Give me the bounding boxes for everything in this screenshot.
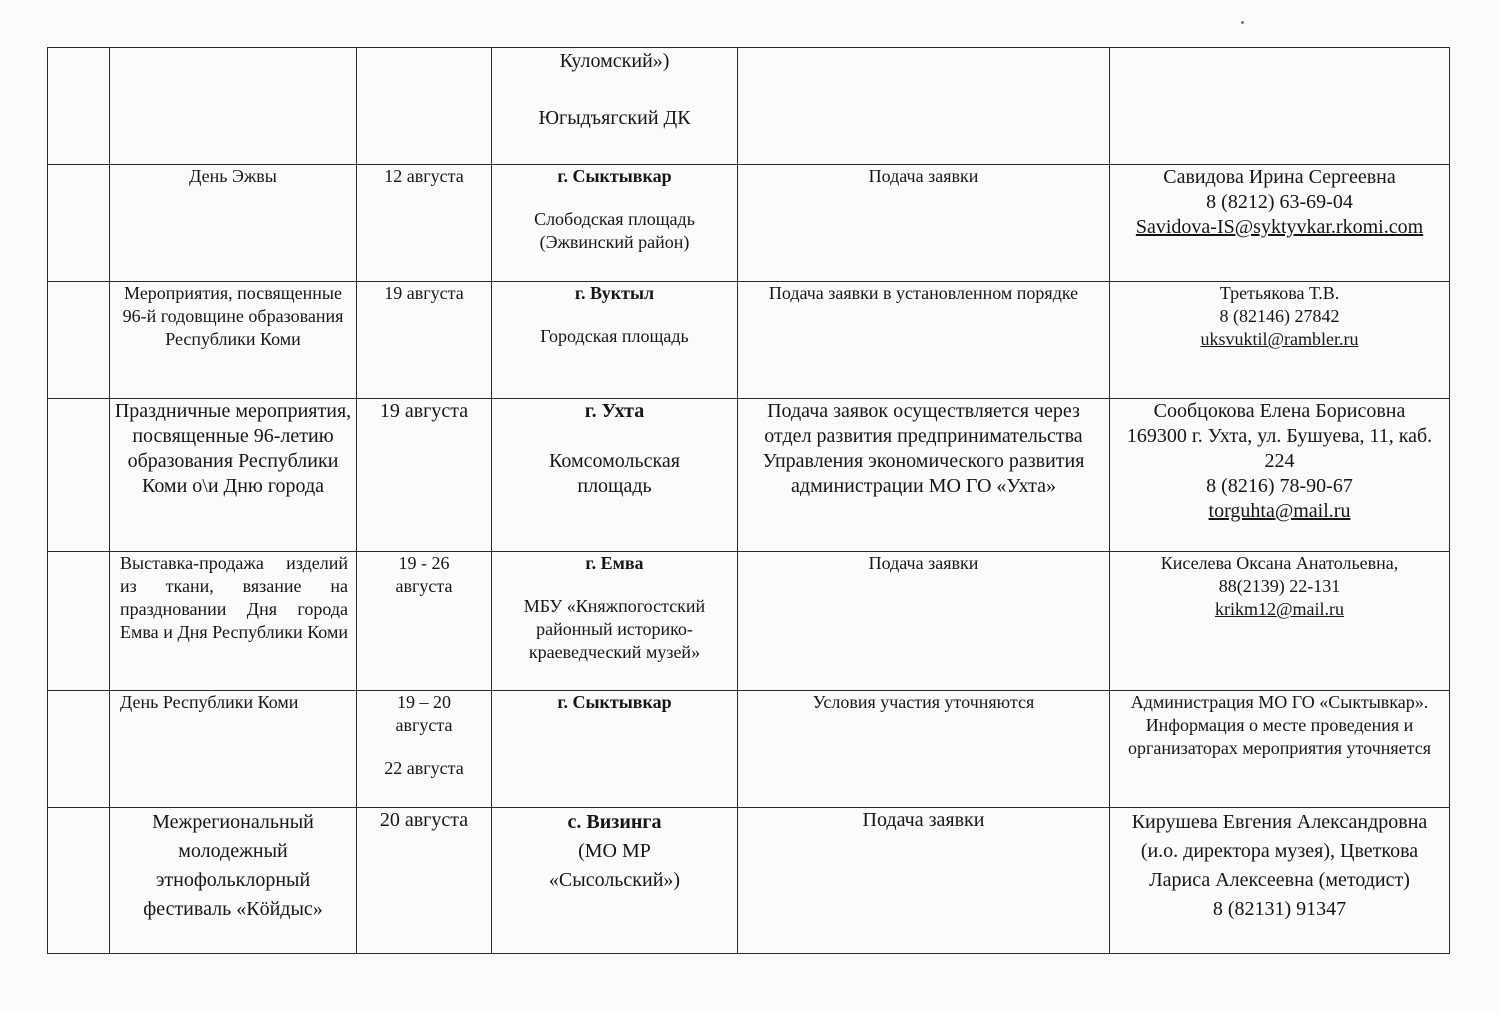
table-row	[48, 552, 1450, 691]
table-row	[48, 399, 1450, 552]
place-venue: Югыдъягский ДК	[538, 107, 691, 129]
event-name-cell: Выставка-продажа изделий из ткани, вязание на праздновании Дня города Емва и Дня Республики Коми	[110, 552, 357, 691]
number-cell	[48, 165, 110, 282]
place-line: (МО МР «Сысольский»)	[548, 840, 681, 891]
contact-person: Савидова Ирина Сергеевна	[1163, 166, 1396, 188]
event-name-cell: Праздничные мероприятия, посвященные 96-летию образования Республики Коми о\и Дню города	[110, 399, 357, 552]
date-cell: 19 - 26 августа	[357, 552, 492, 691]
event-name-cell: День Республики Коми	[110, 691, 357, 808]
conditions-cell: Подача заявки	[738, 808, 1110, 954]
number-cell	[48, 552, 110, 691]
number-cell	[48, 808, 110, 954]
contact-person: Кирушева Евгения Александровна (и.о. директора музея), Цветкова Лариса Алексеевна (методист)	[1131, 811, 1428, 891]
table-row	[48, 282, 1450, 399]
contact-phone: 8 (8216) 78-90-67	[1206, 475, 1353, 497]
place-cell	[492, 691, 738, 808]
place-city: с. Визинга	[567, 811, 662, 833]
place-cell	[492, 552, 738, 691]
date-cell: 19 августа	[357, 282, 492, 399]
contact-phone: 8 (82131) 91347	[1212, 898, 1347, 920]
event-name-cell: Межрегиональный молодежный этнофольклорный фестиваль «Кöйдыс»	[110, 808, 357, 954]
date-cell	[357, 691, 492, 808]
contact-cell	[1110, 165, 1450, 282]
contact-phone: 8 (82146) 27842	[1219, 306, 1340, 326]
contact-cell	[1110, 399, 1450, 552]
conditions-cell: Подача заявки	[738, 165, 1110, 282]
contact-cell	[1110, 282, 1450, 399]
conditions-cell	[738, 48, 1110, 165]
place-cell	[492, 48, 738, 165]
event-name-cell: День Эжвы	[110, 165, 357, 282]
place-cell	[492, 165, 738, 282]
number-cell	[48, 399, 110, 552]
contact-email-link[interactable]: uksvuktil@rambler.ru	[1200, 329, 1359, 349]
place-line: МБУ «Княжпогостский районный историко-краеведческий музей»	[523, 596, 706, 662]
number-cell	[48, 691, 110, 808]
contact-person: Киселева Оксана Анатольевна,	[1160, 553, 1399, 573]
contact-phone: 8 (8212) 63-69-04	[1206, 191, 1353, 213]
place-line: Куломский»)	[559, 50, 670, 72]
conditions-cell: Условия участия уточняются	[738, 691, 1110, 808]
place-line: Слободская площадь	[534, 209, 695, 229]
date-cell: 20 августа	[357, 808, 492, 954]
contact-cell	[1110, 808, 1450, 954]
place-line: Комсомольская площадь	[549, 450, 680, 497]
contact-cell: Администрация МО ГО «Сыктывкар». Информация о месте проведения и организаторах мероприятия уточняется	[1110, 691, 1450, 808]
conditions-cell: Подача заявок осуществляется через отдел развития предпринимательства Управления экономического развития администрации МО ГО «Ухта»	[738, 399, 1110, 552]
event-name-cell	[110, 48, 357, 165]
contact-person: Сообцокова Елена Борисовна	[1153, 400, 1406, 422]
place-cell	[492, 808, 738, 954]
place-city: г. Ухта	[584, 400, 645, 422]
contact-email-link[interactable]: torguhta@mail.ru	[1208, 500, 1351, 522]
scan-speck	[1241, 21, 1244, 24]
table-row	[48, 48, 1450, 165]
date-cell: 12 августа	[357, 165, 492, 282]
table-row	[48, 691, 1450, 808]
contact-email-link[interactable]: Savidova-IS@syktyvkar.rkomi.com	[1135, 216, 1424, 238]
contact-cell	[1110, 552, 1450, 691]
place-line: (Эжвинский район)	[539, 232, 690, 252]
place-city: г. Сыктывкар	[557, 166, 672, 186]
place-line: Городская площадь	[540, 326, 689, 346]
date-extra: 22 августа	[384, 758, 464, 778]
conditions-cell: Подача заявки	[738, 552, 1110, 691]
contact-address: 169300 г. Ухта, ул. Бушуева, 11, каб. 224	[1126, 425, 1433, 472]
table-row	[48, 808, 1450, 954]
contact-person: Третьякова Т.В.	[1219, 283, 1340, 303]
date-cell	[357, 48, 492, 165]
place-city: г. Вуктыл	[574, 283, 655, 303]
table-row	[48, 165, 1450, 282]
place-cell	[492, 282, 738, 399]
conditions-cell: Подача заявки в установленном порядке	[738, 282, 1110, 399]
place-city: г. Емва	[585, 553, 644, 573]
contact-cell	[1110, 48, 1450, 165]
place-cell	[492, 399, 738, 552]
place-city: г. Сыктывкар	[557, 692, 672, 712]
contact-email-link[interactable]: krikm12@mail.ru	[1214, 599, 1345, 619]
date-range: 19 – 20 августа	[395, 692, 453, 735]
events-table	[47, 47, 1450, 954]
number-cell	[48, 48, 110, 165]
event-name-cell: Мероприятия, посвященные 96-й годовщине образования Республики Коми	[110, 282, 357, 399]
date-cell: 19 августа	[357, 399, 492, 552]
number-cell	[48, 282, 110, 399]
contact-phone: 88(2139) 22-131	[1218, 576, 1341, 596]
